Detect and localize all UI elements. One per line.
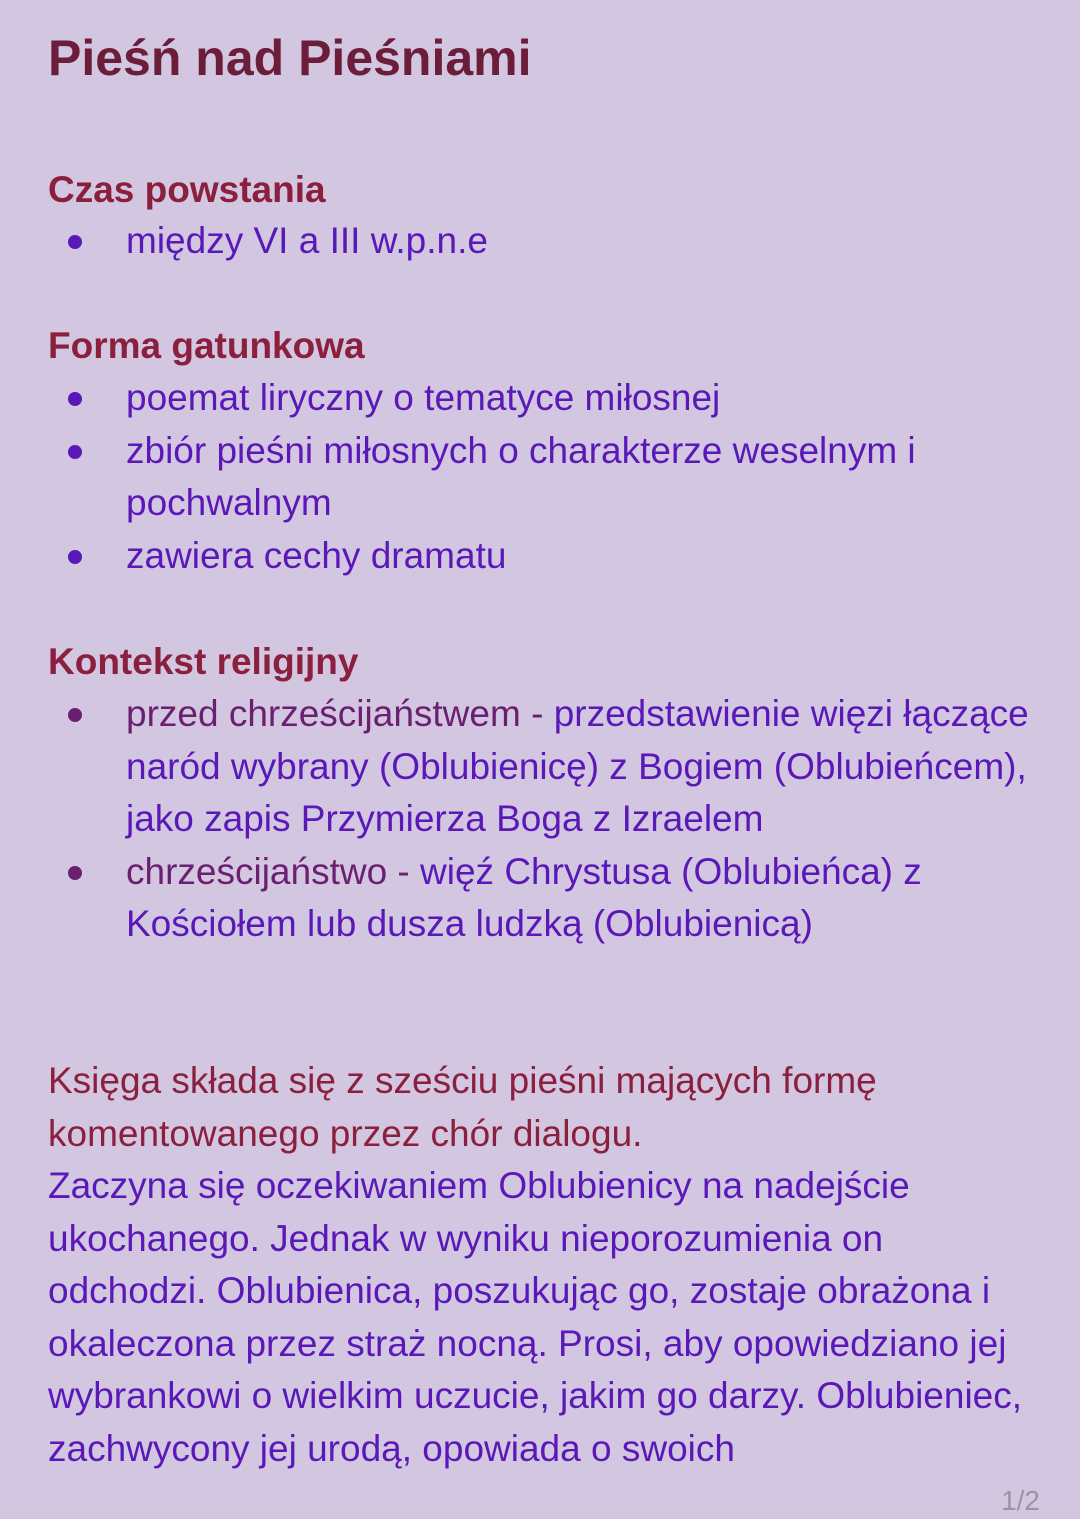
bullet-icon	[68, 445, 82, 459]
section-list-czas-powstania	[60, 215, 1050, 268]
section-heading-kontekst-religijny: Kontekst religijny	[48, 641, 359, 682]
list-item-text: poemat liryczny o tematyce miłosnej	[126, 377, 721, 418]
bullet-icon	[68, 392, 82, 406]
list-item	[60, 425, 1050, 530]
list-item-lead: przed chrześcijaństwem -	[126, 693, 554, 734]
list-item	[60, 530, 1050, 583]
list-item-text: zbiór pieśni miłosnych o charakterze weselnym i pochwalnym	[126, 429, 916, 523]
bullet-icon	[68, 550, 82, 564]
list-item-text: przedstawienie więzi łączące naród wybrany (Oblubienicę) z Bogiem (Oblubieńcem), jako zapis Przymierza Boga z Izraelem	[126, 693, 1029, 839]
summary-body: Zaczyna się oczekiwaniem Oblubienicy na nadejście ukochanego. Jednak w wyniku nieporozumienia on odchodzi. Oblubienica, poszukując go, zostaje obrażona i okaleczona przez straż nocną. Prosi, aby opowiedziano jej wybrankowi o wielkim uczucie, jakim go darzy. Oblubieniec, zachwycony jej urodą, opowiada o swoich	[48, 1165, 1023, 1469]
bullet-icon	[68, 708, 82, 722]
section-heading-czas-powstania: Czas powstania	[48, 169, 326, 210]
list-item	[60, 688, 1050, 846]
section-heading-forma-gatunkowa: Forma gatunkowa	[48, 325, 365, 366]
page-title: Pieśń nad Pieśniami	[48, 30, 532, 86]
list-item-lead: chrześcijaństwo -	[126, 850, 421, 892]
summary-paragraph	[48, 1055, 1048, 1475]
list-item	[60, 846, 1050, 951]
bullet-icon	[68, 235, 82, 249]
section-list-forma-gatunkowa	[60, 372, 1050, 582]
page-indicator: 1/2	[1001, 1485, 1040, 1516]
list-item-text: zawiera cechy dramatu	[126, 534, 507, 576]
list-item	[60, 215, 1050, 268]
bullet-icon	[68, 866, 82, 880]
list-item-text: więź Chrystusa (Oblubieńca) z Kościołem lub dusza ludzką (Oblubienicą)	[126, 850, 922, 944]
section-list-kontekst-religijny	[60, 688, 1050, 951]
list-item-text: między VI a III w.p.n.e	[126, 220, 488, 261]
list-item	[60, 372, 1050, 425]
summary-intro: Księga składa się z sześciu pieśni mających formę komentowanego przez chór dialogu.	[48, 1060, 877, 1154]
